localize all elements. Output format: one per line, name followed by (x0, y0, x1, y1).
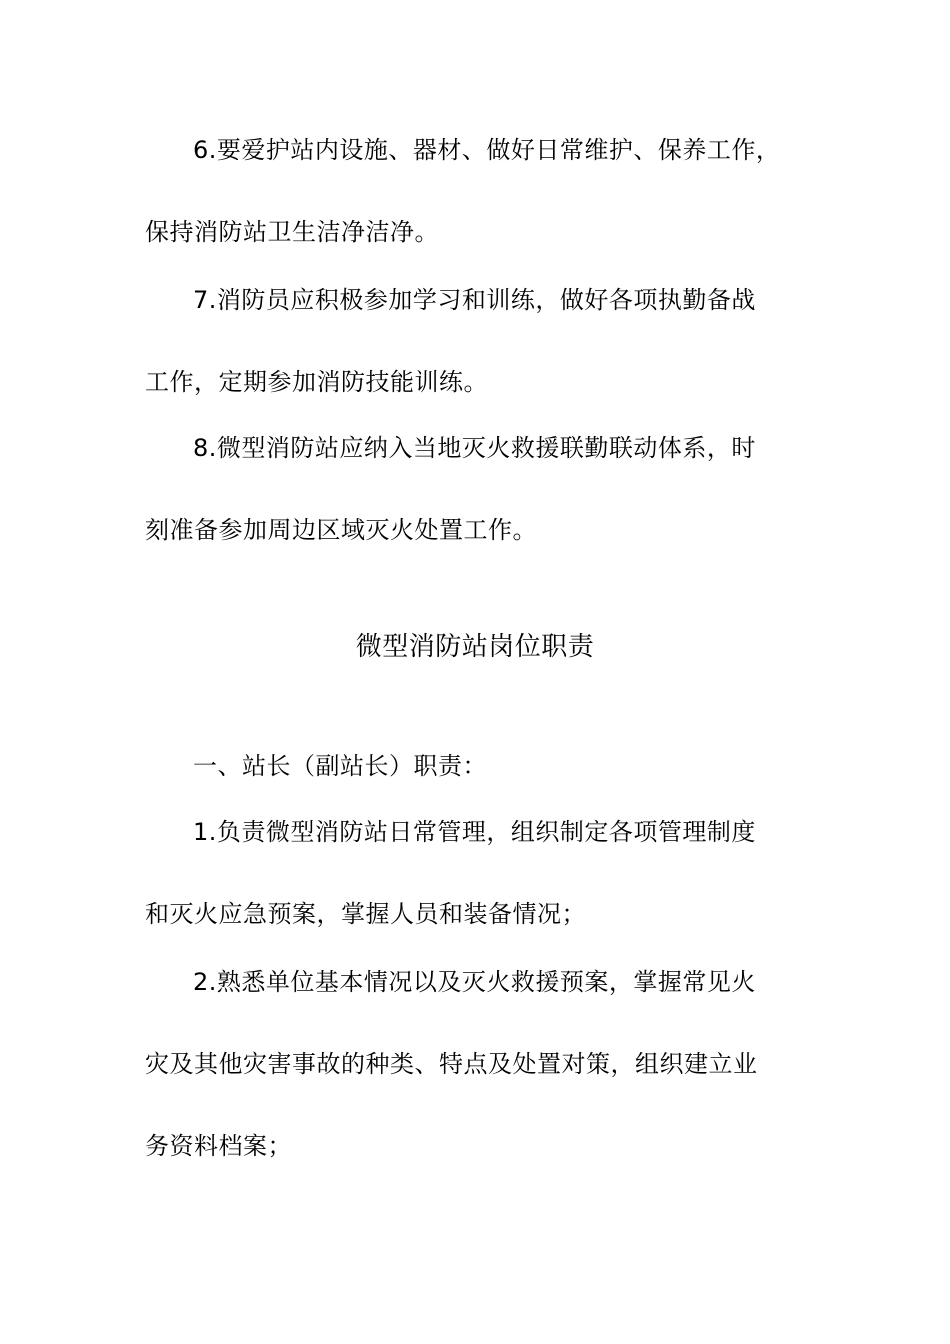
duty-2-line-2: 灾及其他灾害事故的种类、特点及处置对策，组织建立业 (145, 1050, 758, 1078)
duty-1-line-2: 和灭火应急预案，掌握人员和装备情况； (145, 900, 586, 928)
paragraph-7-line-1: 7.消防员应积极参加学习和训练，做好各项执勤备战 (193, 286, 756, 314)
paragraph-6-line-1: 6.要爱护站内设施、器材、做好日常维护、保养工作， (193, 136, 781, 164)
paragraph-6-line-2: 保持消防站卫生洁净洁净。 (145, 218, 439, 246)
duty-2-line-1: 2.熟悉单位基本情况以及灭火救援预案，掌握常见火 (193, 968, 756, 996)
section-heading: 一、站长（副站长）职责： (193, 752, 487, 780)
duty-1-line-1: 1.负责微型消防站日常管理，组织制定各项管理制度 (193, 818, 756, 846)
duty-2-line-3: 务资料档案； (145, 1132, 292, 1160)
paragraph-8-line-2: 刻准备参加周边区域灭火处置工作。 (145, 516, 537, 544)
section-title: 微型消防站岗位职责 (355, 632, 595, 662)
paragraph-8-line-1: 8.微型消防站应纳入当地灭火救援联勤联动体系，时 (193, 434, 756, 462)
paragraph-7-line-2: 工作，定期参加消防技能训练。 (145, 368, 488, 396)
